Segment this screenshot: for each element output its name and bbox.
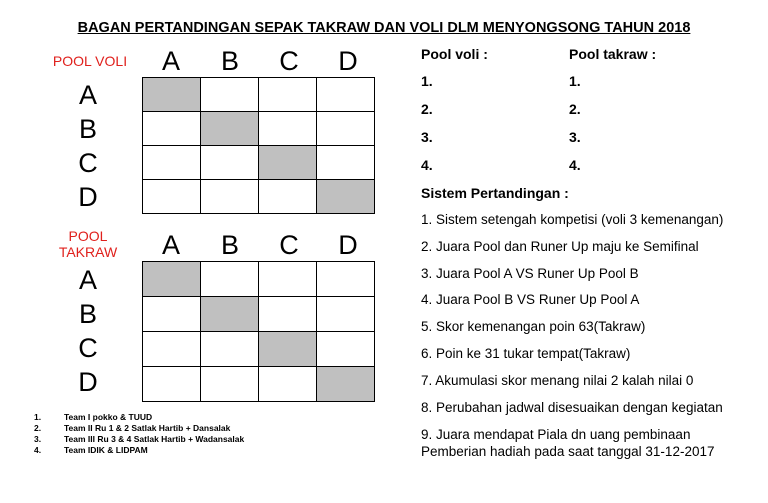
rule-item: 5. Skor kemenangan poin 63(Takraw): [421, 319, 646, 334]
voli-match-grid: [142, 77, 375, 214]
team-num: 1.: [34, 412, 42, 422]
takraw-col-d: D: [338, 230, 358, 260]
takraw-row-b: B: [78, 299, 97, 329]
takraw-col-c: C: [279, 230, 299, 260]
team-legend: [34, 412, 244, 456]
voli-row-d: D: [78, 182, 98, 212]
team-name: Team III Ru 3 & 4 Satlak Hartib + Wadansalak: [64, 434, 245, 444]
voli-cell-bc: [259, 112, 317, 146]
voli-cell-ac: [259, 78, 317, 112]
voli-rank-4: 4.: [421, 157, 433, 173]
takraw-row-d: D: [78, 367, 98, 397]
rule-item: 7. Akumulasi skor menang nilai 2 kalah nilai 0: [421, 373, 694, 388]
takraw-cell-bd: [317, 297, 375, 332]
rule-item: Pemberian hadiah pada saat tanggal 31-12-2017: [421, 444, 715, 459]
team-name: Team I pokko & TUUD: [64, 412, 153, 422]
voli-cell-db: [201, 180, 259, 214]
takraw-cell-cc: [259, 332, 317, 367]
pool-takraw-label-line2: TAKRAW: [58, 244, 118, 260]
voli-row-a: A: [78, 80, 97, 110]
takraw-cell-cb: [201, 332, 259, 367]
voli-cell-cb: [201, 146, 259, 180]
takraw-row-c: C: [78, 333, 98, 363]
takraw-cell-ad: [317, 262, 375, 297]
team-item: [34, 423, 244, 434]
pool-voli-results-header: Pool voli :: [421, 46, 488, 62]
rule-item: 8. Perubahan jadwal disesuaikan dengan kegiatan: [421, 400, 723, 415]
voli-cell-ba: [143, 112, 201, 146]
voli-row-b: B: [78, 114, 97, 144]
sistem-heading: Sistem Pertandingan :: [421, 185, 569, 201]
voli-rank-1: 1.: [421, 73, 433, 89]
voli-cell-dc: [259, 180, 317, 214]
takraw-col-b: B: [220, 230, 239, 260]
rule-item: 1. Sistem setengah kompetisi (voli 3 kemenangan): [421, 212, 724, 227]
takraw-rank-4: 4.: [569, 157, 581, 173]
rule-item: 6. Poin ke 31 tukar tempat(Takraw): [421, 346, 631, 361]
pool-takraw-label-line1: POOL: [68, 228, 108, 244]
takraw-cell-dc: [259, 367, 317, 402]
voli-cell-ca: [143, 146, 201, 180]
voli-col-b: B: [220, 46, 239, 76]
team-num: 2.: [34, 423, 42, 433]
voli-cell-ab: [201, 78, 259, 112]
rule-item: 4. Juara Pool B VS Runer Up Pool A: [421, 292, 640, 307]
voli-cell-dd: [317, 180, 375, 214]
takraw-rank-3: 3.: [569, 129, 581, 145]
takraw-cell-bb: [201, 297, 259, 332]
pool-takraw-label: [40, 228, 136, 260]
voli-col-c: C: [279, 46, 299, 76]
takraw-cell-da: [143, 367, 201, 402]
takraw-cell-bc: [259, 297, 317, 332]
pool-voli-label: POOL VOLI: [52, 53, 128, 69]
takraw-cell-ab: [201, 262, 259, 297]
pool-takraw-results-header: Pool takraw :: [569, 46, 657, 62]
takraw-cell-ba: [143, 297, 201, 332]
takraw-cell-aa: [143, 262, 201, 297]
page-title: BAGAN PERTANDINGAN SEPAK TAKRAW DAN VOLI DLM MENYONGSONG TAHUN 2018: [77, 20, 691, 36]
takraw-cell-dd: [317, 367, 375, 402]
voli-cell-cd: [317, 146, 375, 180]
takraw-cell-db: [201, 367, 259, 402]
takraw-rank-2: 2.: [569, 101, 581, 117]
team-item: [34, 412, 244, 423]
takraw-col-a: A: [161, 230, 180, 260]
takraw-cell-ac: [259, 262, 317, 297]
voli-cell-bb: [201, 112, 259, 146]
rule-item: 9. Juara mendapat Piala dn uang pembinaan: [421, 427, 691, 442]
takraw-rank-1: 1.: [569, 73, 581, 89]
voli-cell-aa: [143, 78, 201, 112]
voli-rank-3: 3.: [421, 129, 433, 145]
team-name: Team IDIK & LIDPAM: [64, 445, 148, 455]
takraw-cell-cd: [317, 332, 375, 367]
team-item: [34, 434, 244, 445]
team-num: 4.: [34, 445, 42, 455]
takraw-cell-ca: [143, 332, 201, 367]
takraw-match-grid: [142, 261, 375, 402]
voli-cell-da: [143, 180, 201, 214]
voli-cell-cc: [259, 146, 317, 180]
takraw-row-a: A: [78, 265, 97, 295]
voli-col-d: D: [338, 46, 358, 76]
voli-col-a: A: [161, 46, 180, 76]
voli-row-c: C: [78, 148, 98, 178]
rule-item: 2. Juara Pool dan Runer Up maju ke Semifinal: [421, 239, 699, 254]
team-name: Team II Ru 1 & 2 Satlak Hartib + Dansalak: [64, 423, 231, 433]
team-item: [34, 445, 244, 456]
voli-cell-ad: [317, 78, 375, 112]
voli-rank-2: 2.: [421, 101, 433, 117]
voli-cell-bd: [317, 112, 375, 146]
team-num: 3.: [34, 434, 42, 444]
rule-item: 3. Juara Pool A VS Runer Up Pool B: [421, 266, 639, 281]
